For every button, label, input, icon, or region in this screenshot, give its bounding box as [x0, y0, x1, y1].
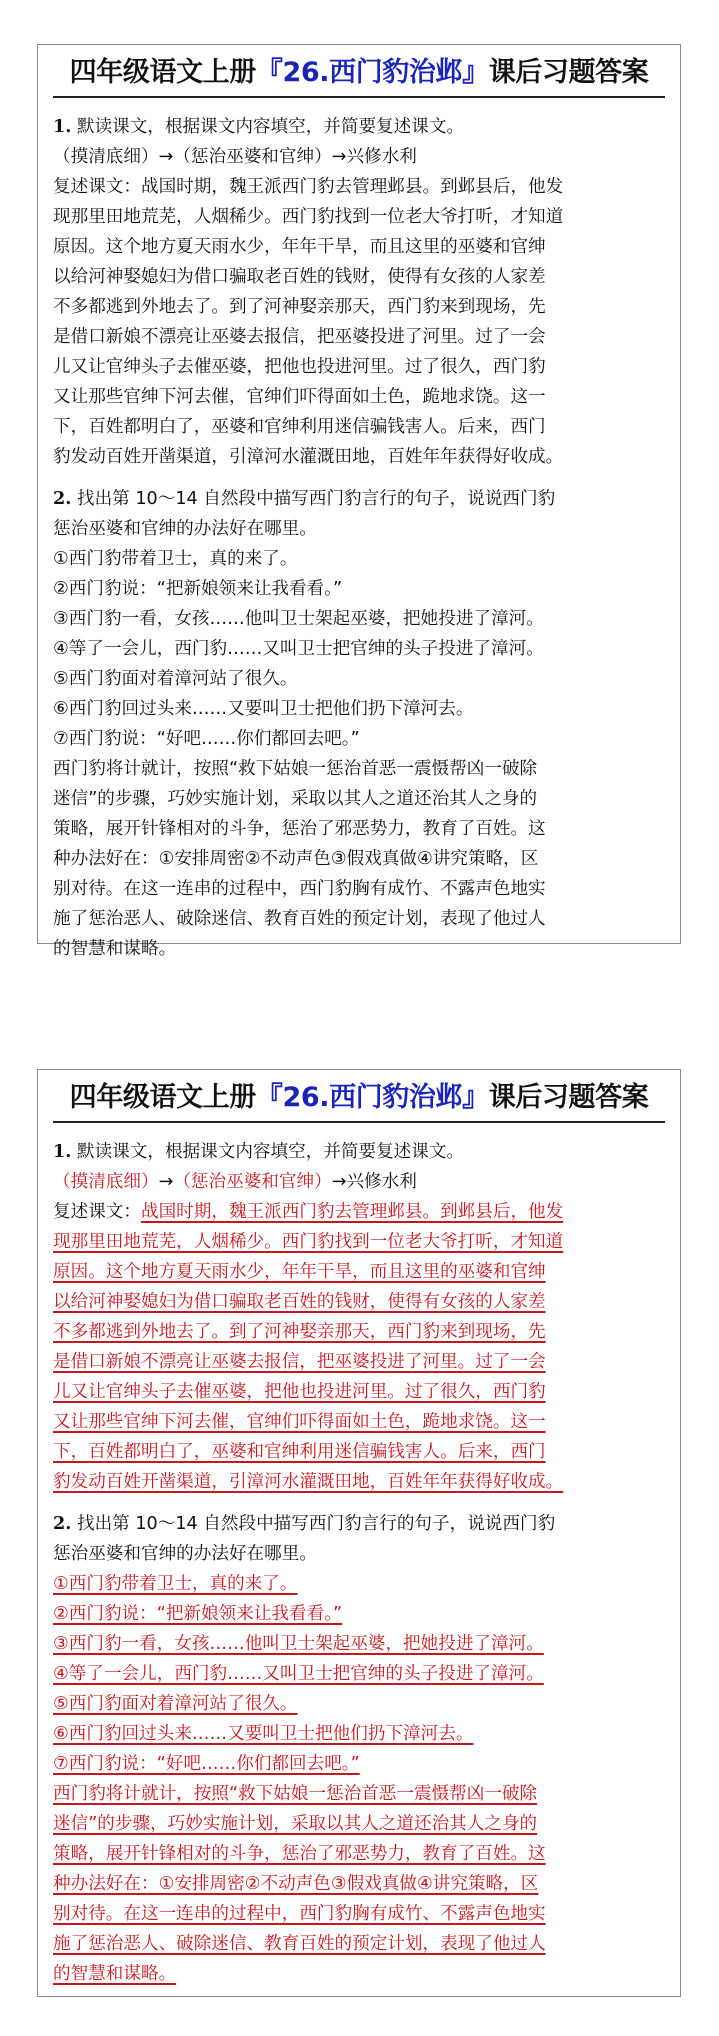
lesson-title: 『26.西门豹治邺』 [255, 1082, 489, 1113]
answer-line: ③西门豹一看，女孩……他叫卫士架起巫婆，把她投进了漳河。 [53, 1634, 544, 1654]
answer-line: 施了惩治恶人、破除迷信、教育百姓的预定计划，表现了他过人 [53, 1934, 546, 1954]
spacer [53, 472, 665, 484]
answer-line: 种办法好在：①安排周密②不动声色③假戏真做④讲究策略，区 [53, 1874, 539, 1894]
spacer [53, 1497, 665, 1509]
question-2-prompt: 2. 找出第 10～14 自然段中描写西门豹言行的句子，说说西门豹 [53, 488, 556, 509]
answer-line: 以给河神娶媳妇为借口骗取老百姓的钱财，使得有女孩的人家差 [53, 1292, 546, 1312]
retell-line: 现那里田地荒芜，人烟稀少。西门豹找到一位老大爷打听，才知道 [53, 207, 564, 227]
answer-line: ⑤西门豹面对着漳河站了很久。 [53, 1694, 298, 1714]
analysis-line: 种办法好在：①安排周密②不动声色③假戏真做④讲究策略，区 [53, 849, 539, 869]
quote-line: ③西门豹一看，女孩……他叫卫士架起巫婆，把她投进了漳河。 [53, 609, 544, 629]
retell-line: 儿又让官绅头子去催巫婆，把他也投进河里。过了很久，西门豹 [53, 357, 546, 377]
retell-line: 豹发动百姓开凿渠道，引漳河水灌溉田地，百姓年年获得好收成。 [53, 447, 564, 467]
question-2-prompt: 2. 找出第 10～14 自然段中描写西门豹言行的句子，说说西门豹 [53, 1513, 556, 1534]
analysis-line: 西门豹将计就计，按照“救下姑娘一惩治首恶一震慑帮凶一破除 [53, 759, 538, 779]
answer-line: 下，百姓都明白了，巫婆和官绅利用迷信骗钱害人。后来，西门 [53, 1442, 546, 1462]
quote-line: ④等了一会儿，西门豹……又叫卫士把官绅的头子投进了漳河。 [53, 639, 544, 659]
question-2-prompt: 惩治巫婆和官绅的办法好在哪里。 [53, 1544, 317, 1564]
retell-line: 不多都逃到外地去了。到了河神娶亲那天，西门豹来到现场，先 [53, 297, 546, 317]
question-1-prompt: 1. 默读课文，根据课文内容填空，并简要复述课文。 [53, 1141, 465, 1162]
answer-line: 又让那些官绅下河去催，官绅们吓得面如土色，跪地求饶。这一 [53, 1412, 546, 1432]
answer-line: 迷信”的步骤，巧妙实施计划，采取以其人之道还治其人之身的 [53, 1814, 538, 1834]
answer-line: 不多都逃到外地去了。到了河神娶亲那天，西门豹来到现场，先 [53, 1322, 546, 1342]
quote-line: ⑤西门豹面对着漳河站了很久。 [53, 669, 298, 689]
retell-line: 原因。这个地方夏天雨水少，年年干旱，而且这里的巫婆和官绅 [53, 237, 546, 257]
analysis-line: 施了惩治恶人、破除迷信、教育百姓的预定计划，表现了他过人 [53, 909, 546, 929]
answer-line: 别对待。在这一连串的过程中，西门豹胸有成竹、不露声色地实 [53, 1904, 546, 1924]
retell-line: 是借口新娘不漂亮让巫婆去报信，把巫婆投进了河里。过了一会 [53, 327, 546, 347]
analysis-line: 的智慧和谋略。 [53, 939, 177, 959]
analysis-line: 迷信”的步骤，巧妙实施计划，采取以其人之道还治其人之身的 [53, 789, 538, 809]
lesson-title: 『26.西门豹治邺』 [255, 57, 489, 88]
answer-line: ⑦西门豹说：“好吧……你们都回去吧。” [53, 1754, 360, 1774]
page-title: 四年级语文上册『26.西门豹治邺』课后习题答案 [69, 1082, 649, 1113]
question-2-prompt: 惩治巫婆和官绅的办法好在哪里。 [53, 519, 317, 539]
answer-card-highlighted [37, 1069, 681, 1997]
quote-line: ②西门豹说：“把新娘领来让我看看。” [53, 579, 343, 599]
answer-line: 现那里田地荒芜，人烟稀少。西门豹找到一位老大爷打听，才知道 [53, 1232, 564, 1252]
question-1-prompt: 1. 默读课文，根据课文内容填空，并简要复述课文。 [53, 116, 465, 137]
answer-line: 原因。这个地方夏天雨水少，年年干旱，而且这里的巫婆和官绅 [53, 1262, 546, 1282]
answer-line: ①西门豹带着卫士，真的来了。 [53, 1574, 298, 1594]
retell-line: 复述课文：战国时期，魏王派西门豹去管理邺县。到邺县后，他发 [53, 177, 564, 197]
answer-blank: （摸清底细） [53, 1172, 159, 1192]
retell-line: 又让那些官绅下河去催，官绅们吓得面如土色，跪地求饶。这一 [53, 387, 546, 407]
page-title: 四年级语文上册『26.西门豹治邺』课后习题答案 [69, 57, 649, 88]
question-1-fill-blanks: （摸清底细）→（惩治巫婆和官绅）→兴修水利 [53, 147, 417, 167]
analysis-line: 别对待。在这一连串的过程中，西门豹胸有成竹、不露声色地实 [53, 879, 546, 899]
answer-text: 战国时期，魏王派西门豹去管理邺县。到邺县后，他发 [140, 1202, 564, 1222]
answer-card-plain [37, 44, 681, 959]
answer-blank: （惩治巫婆和官绅） [173, 1172, 332, 1192]
question-1-fill-blanks: （摸清底细）→（惩治巫婆和官绅）→兴修水利 [53, 1172, 417, 1192]
answer-line: 的智慧和谋略。 [53, 1964, 177, 1984]
quote-line: ⑦西门豹说：“好吧……你们都回去吧。” [53, 729, 360, 749]
analysis-line: 策略，展开针锋相对的斗争，惩治了邪恶势力，教育了百姓。这 [53, 819, 546, 839]
quote-line: ①西门豹带着卫士，真的来了。 [53, 549, 298, 569]
retell-line: 复述课文：战国时期，魏王派西门豹去管理邺县。到邺县后，他发 [53, 1202, 564, 1222]
answer-line: 儿又让官绅头子去催巫婆，把他也投进河里。过了很久，西门豹 [53, 1382, 546, 1402]
answer-line: ⑥西门豹回过头来……又要叫卫士把他们扔下漳河去。 [53, 1724, 474, 1744]
title-underline [53, 96, 665, 98]
retell-line: 以给河神娶媳妇为借口骗取老百姓的钱财，使得有女孩的人家差 [53, 267, 546, 287]
answer-line: 西门豹将计就计，按照“救下姑娘一惩治首恶一震慑帮凶一破除 [53, 1784, 538, 1804]
quote-line: ⑥西门豹回过头来……又要叫卫士把他们扔下漳河去。 [53, 699, 474, 719]
retell-line: 下，百姓都明白了，巫婆和官绅利用迷信骗钱害人。后来，西门 [53, 417, 546, 437]
answer-line: 是借口新娘不漂亮让巫婆去报信，把巫婆投进了河里。过了一会 [53, 1352, 546, 1372]
title-underline [53, 1121, 665, 1123]
answer-line: ②西门豹说：“把新娘领来让我看看。” [53, 1604, 343, 1624]
answer-line: 策略，展开针锋相对的斗争，惩治了邪恶势力，教育了百姓。这 [53, 1844, 546, 1864]
answer-line: 豹发动百姓开凿渠道，引漳河水灌溉田地，百姓年年获得好收成。 [53, 1472, 564, 1492]
answer-line: ④等了一会儿，西门豹……又叫卫士把官绅的头子投进了漳河。 [53, 1664, 544, 1684]
